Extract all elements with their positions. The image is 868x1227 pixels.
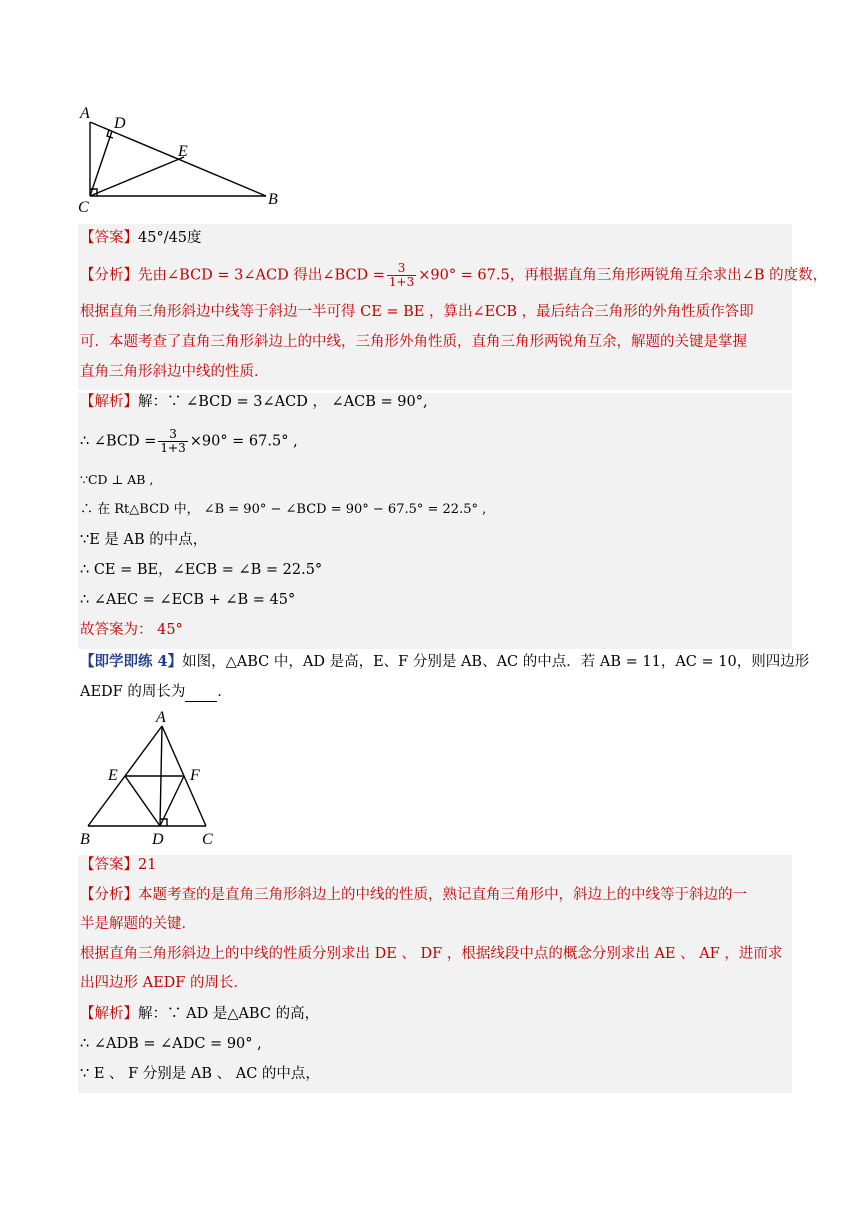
analysis-text: ×90° = 67.5，再根据直角三角形两锐角互余求出∠B 的度数， <box>418 267 828 284</box>
answer-blank <box>185 687 217 702</box>
solution-line-1 <box>80 392 428 412</box>
solution-line-7: ∴ ∠AEC = ∠ECB + ∠B = 45° <box>80 592 296 608</box>
question-4-text: ． <box>217 684 232 700</box>
q4-solution-line-3: ∵ E 、 F 分别是 AB 、 AC 的中点， <box>80 1066 320 1082</box>
fraction <box>158 428 187 455</box>
analysis-line-4: 直角三角形斜边中线的性质． <box>80 364 269 380</box>
solution-tag: 【解析】 <box>80 394 138 410</box>
q4-answer-line <box>80 855 156 875</box>
label-c: C <box>78 199 89 216</box>
figure-triangle-abc-1 <box>74 100 294 218</box>
analysis-line-2: 根据直角三角形斜边中线等于斜边一半可得 CE = BE ，算出∠ECB ，最后结合三角形的外角性质作答即 <box>80 304 754 320</box>
q4-analysis-line-3: 根据直角三角形斜边上的中线的性质分别求出 DE 、 DF ，根据线段中点的概念分别求出 AE 、 AF ，进而求 <box>80 946 783 962</box>
fraction <box>387 262 416 289</box>
solution-line-5: ∵E 是 AB 的中点， <box>80 532 208 548</box>
frac-num: 3 <box>387 262 416 276</box>
label-b: B <box>268 191 278 208</box>
label-d: D <box>152 831 164 848</box>
label-c: C <box>202 831 213 848</box>
solution-text: 解：∵ AD 是△ABC 的高， <box>138 1006 320 1022</box>
analysis-tag: 【分析】 <box>80 887 138 903</box>
question-4-line-1 <box>80 652 809 672</box>
label-a: A <box>156 709 166 726</box>
analysis-tag: 【分析】 <box>80 267 138 284</box>
label-b: B <box>80 831 90 848</box>
solution-line-8: 故答案为： 45° <box>80 622 183 638</box>
q4-solution-line-1 <box>80 1004 319 1024</box>
q4-analysis-line-1 <box>80 885 747 905</box>
answer-tag: 【答案】 <box>80 230 138 246</box>
label-a: A <box>80 105 90 122</box>
solution-tag: 【解析】 <box>80 1006 138 1022</box>
label-e: E <box>108 767 118 784</box>
q4-solution-line-2: ∴ ∠ADB = ∠ADC = 90° , <box>80 1036 262 1052</box>
frac-den: 1+3 <box>160 441 186 455</box>
label-f: F <box>190 767 200 784</box>
answer-value: 21 <box>138 857 157 873</box>
question-4-text: 如图，△ABC 中，AD 是高，E、F 分别是 AB、AC 的中点．若 AB = 11，AC = 10，则四边形 <box>182 654 810 670</box>
solution-text: ∴ ∠BCD = <box>80 433 157 450</box>
solution-line-6: ∴ CE = BE，∠ECB = ∠B = 22.5° <box>80 562 323 578</box>
question-4-text: AEDF 的周长为 <box>80 684 186 700</box>
label-e: E <box>178 143 188 160</box>
q4-analysis-line-2: 半是解题的关键． <box>80 916 196 932</box>
label-d: D <box>114 115 126 132</box>
answer-value: 45°/45度 <box>138 230 202 246</box>
frac-den: 1+3 <box>388 275 415 289</box>
answer-line-q3 <box>80 228 202 248</box>
solution-text: ×90° = 67.5° , <box>189 433 298 450</box>
question-4-tag: 【即学即练 4】 <box>80 653 183 670</box>
analysis-text: 本题考查的是直角三角形斜边上的中线的性质，熟记直角三角形中，斜边上的中线等于斜边的一 <box>138 887 747 903</box>
solution-line-3: ∵CD ⊥ AB , <box>80 472 154 487</box>
question-4-line-2 <box>80 682 232 702</box>
solution-text: 解：∵ ∠BCD = 3∠ACD ， ∠ACB = 90°, <box>138 394 428 410</box>
q4-analysis-line-4: 出四边形 AEDF 的周长． <box>80 975 248 991</box>
analysis-line-3: 可．本题考查了直角三角形斜边上的中线，三角形外角性质，直角三角形两锐角互余，解题的关键是掌握 <box>80 334 747 350</box>
analysis-line-1 <box>80 262 827 289</box>
frac-num: 3 <box>158 428 187 442</box>
analysis-text: 先由∠BCD = 3∠ACD 得出∠BCD = <box>138 267 385 284</box>
answer-tag: 【答案】 <box>80 857 138 873</box>
solution-line-4: ∴ 在 Rt△BCD 中， ∠B = 90° − ∠BCD = 90° − 67.5° = 22.5° , <box>80 502 487 517</box>
solution-line-2 <box>80 428 298 455</box>
figure-triangle-abc-2 <box>74 708 234 852</box>
